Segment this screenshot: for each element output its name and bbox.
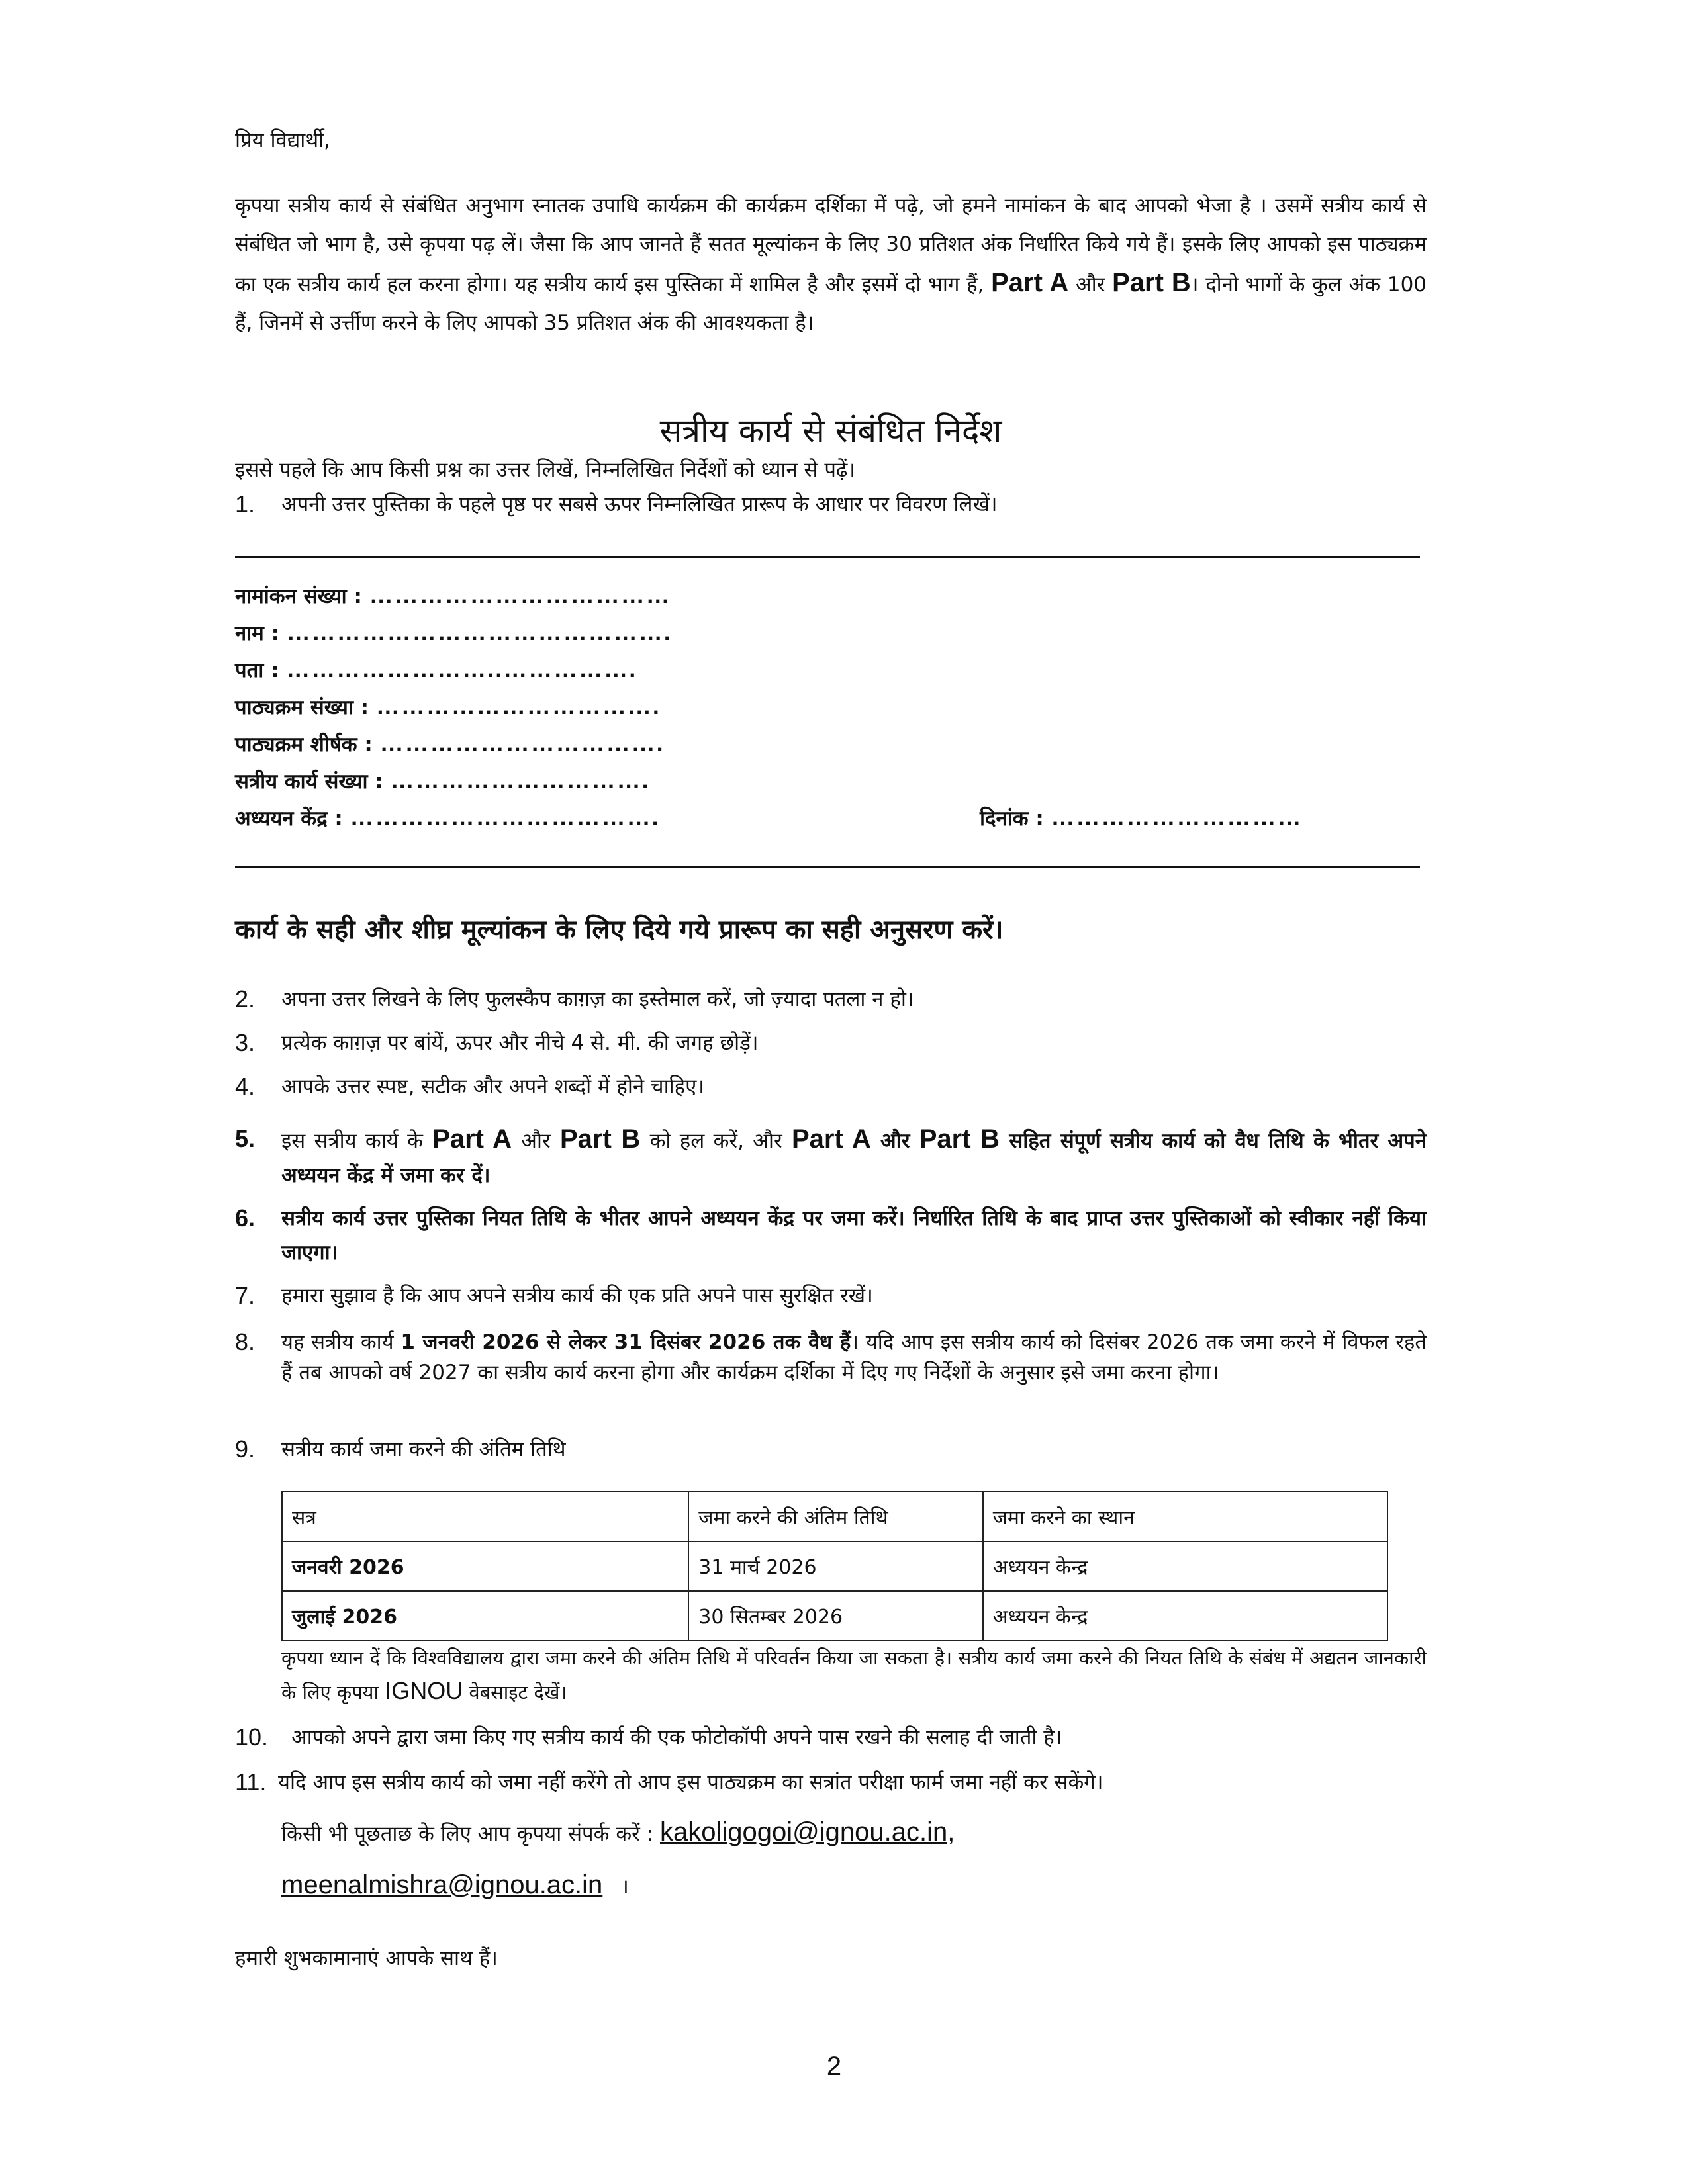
- form-top-rule: [235, 556, 1420, 558]
- address-label: पता :: [235, 659, 279, 682]
- table-cell-date: 30 सितम्बर 2026: [688, 1591, 983, 1641]
- table-header-cell: सत्र: [282, 1492, 688, 1541]
- intro-text-1: कृपया सत्रीय कार्य से संबंधित अनुभाग स्नातक उपाधि कार्यक्रम की कार्यक्रम दर्शिका में पढ़े, जो हमने नामांकन के बाद आपको भेजा है । उसमें सत्रीय कार्य से संबंधित जो भाग है, उसे कृपया पढ़ लें। जैसा कि आप जानते हैं सतत मूल्यांकन के लिए 30 प्रतिशत अंक निर्धारित किये गये हैं। इसके लिए आपको इस पाठ्यक्रम का एक सत्रीय कार्य हल करना होगा। यह सत्रीय कार्य इस पुस्तिका में शामिल है और इसमें दो भाग हैं,: [235, 194, 1427, 296]
- item-5-part-b-bold: Part B: [919, 1124, 1000, 1154]
- item-5-part-a-bold: Part A: [791, 1124, 871, 1154]
- assignment-code-label: सत्रीय कार्य संख्या :: [235, 770, 383, 794]
- item-number: 7.: [235, 1282, 256, 1309]
- intro-paragraph: [235, 187, 1427, 342]
- form-course-code-row: [235, 690, 661, 723]
- intro-part-b: Part B: [1112, 268, 1191, 297]
- item-11-text: यदि आप इस सत्रीय कार्य को जमा नहीं करेंगे तो आप इस पाठ्यक्रम का सत्रांत परीक्षा फार्म जमा नहीं कर सकेंगे।: [278, 1770, 1103, 1794]
- page-number: 2: [826, 2052, 842, 2081]
- item-number: 2.: [235, 985, 256, 1013]
- course-code-label: पाठ्यक्रम संख्या :: [235, 696, 369, 719]
- intro-and: और: [1076, 273, 1105, 296]
- item-2-text: अपना उत्तर लिखने के लिए फुलस्कैप काग़ज़ का इस्तेमाल करें, जो ज़्यादा पतला न हो।: [281, 987, 914, 1011]
- item-10-text: आपको अपने द्वारा जमा किए गए सत्रीय कार्य की एक फोटोकॉपी अपने पास रखने की सलाह दी जाती है।: [291, 1725, 1062, 1749]
- item-number: 5.: [235, 1125, 256, 1152]
- table-note-ignou: IGNOU: [385, 1677, 463, 1704]
- form-enrolment-row: [235, 579, 671, 612]
- item-7-text: हमारा सुझाव है कि आप अपने सत्रीय कार्य की एक प्रति अपने पास सुरक्षित रखें।: [281, 1284, 873, 1308]
- item-5-and: और: [521, 1129, 551, 1153]
- enrolment-dots: ………………………………: [369, 581, 671, 608]
- contact-line: [281, 1812, 955, 1854]
- course-title-label: पाठ्यक्रम शीर्षक :: [235, 733, 373, 756]
- item-3-text: प्रत्येक काग़ज़ पर बांयें, ऊपर और नीचे 4 से. मी. की जगह छोड़ें।: [281, 1031, 759, 1055]
- item-8-part-2: । यदि आप इस सत्रीय कार्य को दिसंबर 2026 तक जमा करने में विफल रहते हैं तब आपको वर्ष 2027 का सत्रीय कार्य करना होगा और कार्यक्रम दर्शिका में दिए गए निर्देशों के अनुसार इसे जमा करना होगा।: [281, 1330, 1427, 1385]
- table-cell-session: जुलाई 2026: [282, 1591, 688, 1641]
- table-cell-date: 31 मार्च 2026: [688, 1541, 983, 1591]
- form-assignment-code-row: [235, 764, 650, 797]
- item-4-text: आपके उत्तर स्पष्ट, सटीक और अपने शब्दों में होने चाहिए।: [281, 1075, 705, 1099]
- item-9-text: सत्रीय कार्य जमा करने की अंतिम तिथि: [281, 1437, 566, 1461]
- table-row: [282, 1591, 1387, 1641]
- date-dots: …………………………: [1051, 803, 1303, 831]
- item-5-part-2: को हल करें, और: [649, 1129, 782, 1153]
- contact-end: ।: [621, 1875, 629, 1899]
- contact-text: किसी भी पूछताछ के लिए आप कृपया संपर्क करें :: [281, 1822, 654, 1846]
- format-note: कार्य के सही और शीघ्र मूल्यांकन के लिए दिये गये प्रारूप का सही अनुसरण करें।: [235, 915, 1004, 945]
- form-course-title-row: [235, 727, 665, 760]
- date-label: दिनांक :: [980, 807, 1044, 831]
- deadline-table: [281, 1491, 1388, 1641]
- closing-line: हमारी शुभकामानाएं आपके साथ हैं।: [235, 1946, 498, 1970]
- item-5-text: [281, 1122, 1427, 1193]
- table-header-cell: जमा करने का स्थान: [983, 1492, 1387, 1541]
- item-8-validity: 1 जनवरी 2026 से लेकर 31 दिसंबर 2026 तक वैध हैं: [400, 1330, 851, 1354]
- item-number: 9.: [235, 1435, 256, 1463]
- item-number: 3.: [235, 1029, 256, 1056]
- item-5-part-a: Part A: [432, 1124, 512, 1154]
- form-name-row: [235, 616, 672, 649]
- item-8-text: [281, 1327, 1427, 1388]
- intro-part-a: Part A: [991, 268, 1069, 297]
- item-5-part-1: इस सत्रीय कार्य के: [281, 1129, 423, 1153]
- study-centre-label: अध्ययन केंद्र :: [235, 807, 343, 831]
- form-study-centre-row: [235, 801, 660, 835]
- table-cell-place: अध्ययन केन्द्र: [983, 1541, 1387, 1591]
- assignment-code-dots: ………………………….: [390, 766, 650, 794]
- address-dots: ……………………..…………….: [286, 655, 637, 682]
- item-5-and-bold: और: [880, 1129, 910, 1153]
- item-5-part-b: Part B: [559, 1124, 641, 1154]
- item-1-text: अपनी उत्तर पुस्तिका के पहले पृष्ठ पर सबसे ऊपर निम्नलिखित प्रारूप के आधार पर विवरण लिखें।: [281, 492, 998, 516]
- table-cell-place: अध्ययन केन्द्र: [983, 1591, 1387, 1641]
- course-title-dots: …………………………….: [379, 729, 665, 756]
- form-bottom-rule: [235, 866, 1420, 868]
- table-row: [282, 1541, 1387, 1591]
- enrolment-label: नामांकन संख्या :: [235, 584, 362, 608]
- contact-line-2: [281, 1865, 629, 1907]
- page-title: सत्रीय कार्य से संबंधित निर्देश: [659, 412, 1002, 450]
- item-number: 11.: [235, 1768, 267, 1796]
- item-number: 6.: [235, 1205, 256, 1232]
- table-note-text-2: वेबसाइट देखें।: [469, 1681, 567, 1704]
- table-header-cell: जमा करने की अंतिम तिथि: [688, 1492, 983, 1541]
- table-note: [281, 1641, 1427, 1709]
- item-6-text: सत्रीय कार्य उत्तर पुस्तिका नियत तिथि के भीतर आपने अध्ययन केंद्र पर जमा करें। निर्धारित तिथि के बाद प्राप्त उत्तर पुस्तिकाओं को स्वीकार नहीं किया जाएगा।: [281, 1206, 1427, 1265]
- name-dots: ……………………………………….: [286, 618, 672, 645]
- study-centre-dots: ……………………………….: [350, 803, 660, 831]
- item-number: 10.: [235, 1723, 269, 1751]
- item-number: 1.: [235, 490, 256, 518]
- subheading: इससे पहले कि आप किसी प्रश्न का उत्तर लिखें, निम्नलिखित निर्देशों को ध्यान से पढ़ें।: [235, 458, 856, 482]
- item-number: 8.: [235, 1328, 256, 1355]
- contact-email-2-link[interactable]: meenalmishra@ignou.ac.in: [281, 1870, 603, 1899]
- form-date-row: [980, 801, 1303, 835]
- table-cell-session: जनवरी 2026: [282, 1541, 688, 1591]
- item-8-part-1: यह सत्रीय कार्य: [281, 1330, 394, 1354]
- greeting: प्रिय विद्यार्थी,: [235, 128, 331, 152]
- course-code-dots: …………………………….: [375, 692, 661, 719]
- table-header-row: [282, 1492, 1387, 1541]
- table-note-text-1: कृपया ध्यान दें कि विश्वविद्यालय द्वारा जमा करने की अंतिम तिथि में परिवर्तन किया जा सकता है। सत्रीय कार्य जमा करने की नियत तिथि के संबंध में अद्यतन जानकारी के लिए कृपया: [281, 1647, 1427, 1704]
- name-label: नाम :: [235, 621, 279, 645]
- item-5-part-3: सहित संपूर्ण सत्रीय कार्य को वैध तिथि के भीतर अपने अध्ययन केंद्र में जमा कर दें।: [281, 1129, 1427, 1187]
- form-address-row: [235, 653, 637, 686]
- contact-email-1-link[interactable]: kakoligogoi@ignou.ac.in,: [659, 1817, 955, 1846]
- intro-text-2: । दोनो भागों के कुल अंक 100 हैं, जिनमें से उर्त्तीण करने के लिए आपको 35 प्रतिशत अंक की आवश्यकता है।: [235, 273, 1427, 335]
- item-number: 4.: [235, 1073, 256, 1100]
